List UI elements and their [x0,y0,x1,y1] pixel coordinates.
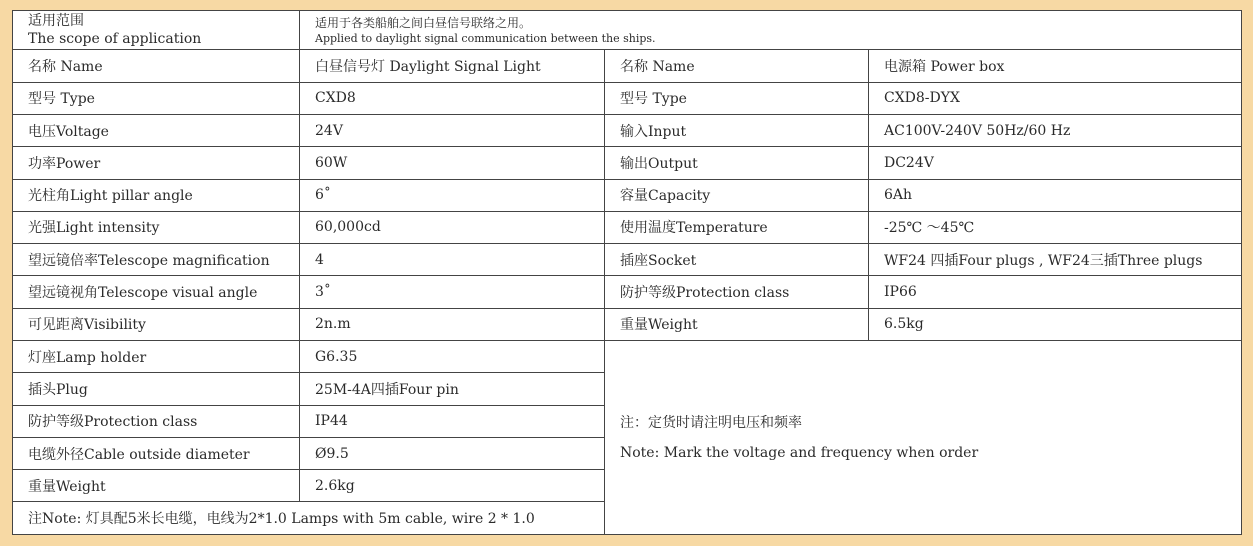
powerbox-label: 防护等级Protection class [605,276,869,308]
lamp-value: 25M-4A四插Four pin [300,373,605,405]
powerbox-value: 6.5kg [869,308,1242,340]
lamp-value: 白昼信号灯 Daylight Signal Light [300,50,605,82]
lamp-note: 注Note: 灯具配5米长电缆，电线为2*1.0 Lamps with 5m cable, wire 2 * 1.0 [13,502,605,535]
scope-value [300,11,1242,50]
scope-label [13,11,300,50]
spec-row [13,341,1242,373]
lamp-label: 望远镜倍率Telescope magnification [13,244,300,276]
lamp-value: 4 [300,244,605,276]
lamp-label: 功率Power [13,147,300,179]
scope-value-zh: 适用于各类船舶之间白昼信号联络之用。 [315,15,532,30]
powerbox-note-en: Note: Mark the voltage and frequency when order [620,444,979,461]
powerbox-value: 电源箱 Power box [869,50,1242,82]
spec-row [13,179,1242,211]
spec-row [13,82,1242,114]
powerbox-value: 6Ah [869,179,1242,211]
lamp-value: 6˚ [300,179,605,211]
lamp-label: 可见距离Visibility [13,308,300,340]
spec-row [13,211,1242,243]
powerbox-label: 使用温度Temperature [605,211,869,243]
lamp-value: IP44 [300,405,605,437]
lamp-label: 灯座Lamp holder [13,341,300,373]
lamp-value: G6.35 [300,341,605,373]
lamp-label: 电压Voltage [13,114,300,146]
lamp-label: 光柱角Light pillar angle [13,179,300,211]
spec-row [13,147,1242,179]
lamp-label: 望远镜视角Telescope visual angle [13,276,300,308]
lamp-value: 24V [300,114,605,146]
lamp-value: Ø9.5 [300,437,605,469]
lamp-label: 光强Light intensity [13,211,300,243]
powerbox-label: 容量Capacity [605,179,869,211]
powerbox-label: 输出Output [605,147,869,179]
spec-table [12,10,1242,535]
powerbox-value: DC24V [869,147,1242,179]
powerbox-value: AC100V-240V 50Hz/60 Hz [869,114,1242,146]
lamp-value: 2.6kg [300,470,605,502]
spec-sheet [12,10,1241,535]
scope-row [13,11,1242,50]
lamp-label: 重量Weight [13,470,300,502]
lamp-value: 3˚ [300,276,605,308]
lamp-value: 60,000cd [300,211,605,243]
spec-row [13,50,1242,82]
powerbox-label: 重量Weight [605,308,869,340]
spec-row [13,308,1242,340]
spec-row [13,244,1242,276]
powerbox-value: WF24 四插Four plugs , WF24三插Three plugs [869,244,1242,276]
spec-row [13,276,1242,308]
scope-value-en: Applied to daylight signal communication between the ships. [315,31,656,45]
lamp-label: 型号 Type [13,82,300,114]
lamp-label: 电缆外径Cable outside diameter [13,437,300,469]
powerbox-label: 名称 Name [605,50,869,82]
lamp-label: 名称 Name [13,50,300,82]
lamp-value: 60W [300,147,605,179]
lamp-value: CXD8 [300,82,605,114]
powerbox-note-zh: 注：定货时请注明电压和频率 [620,414,802,431]
powerbox-value: IP66 [869,276,1242,308]
powerbox-label: 输入Input [605,114,869,146]
lamp-label: 防护等级Protection class [13,405,300,437]
spec-row [13,114,1242,146]
powerbox-label: 型号 Type [605,82,869,114]
powerbox-label: 插座Socket [605,244,869,276]
lamp-label: 插头Plug [13,373,300,405]
powerbox-value: -25℃ ～45℃ [869,211,1242,243]
scope-label-en: The scope of application [28,31,202,48]
powerbox-note [605,341,1242,535]
lamp-value: 2n.m [300,308,605,340]
scope-label-zh: 适用范围 [28,13,84,30]
powerbox-value: CXD8-DYX [869,82,1242,114]
